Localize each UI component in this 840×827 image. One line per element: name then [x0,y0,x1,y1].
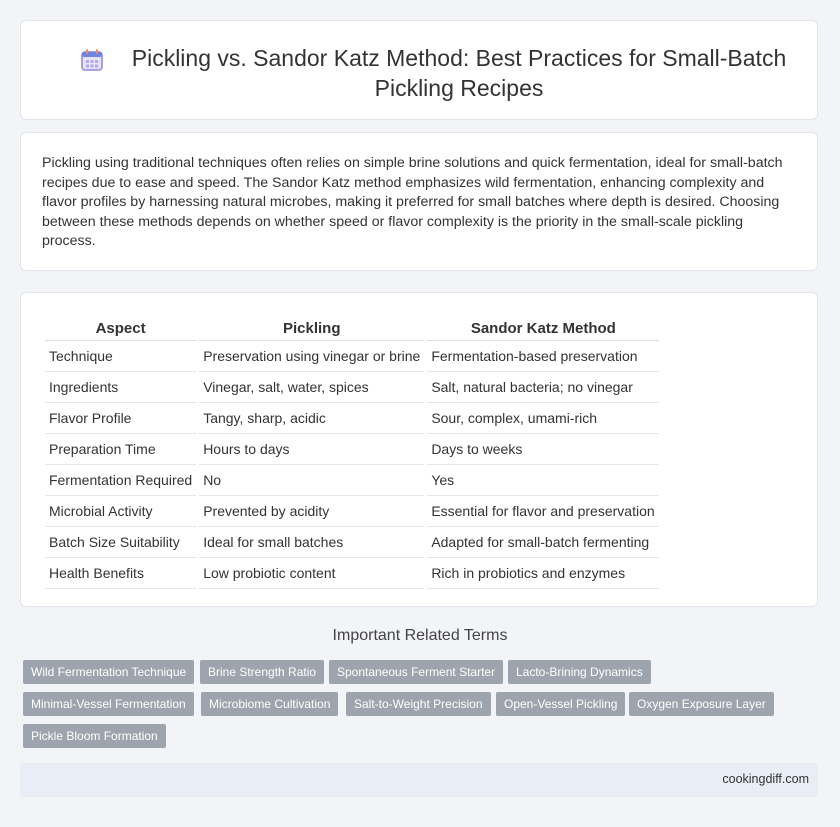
table-row [45,496,659,527]
related-term-tag[interactable]: Wild Fermentation Technique [23,660,194,684]
related-term-tag[interactable]: Oxygen Exposure Layer [629,692,774,716]
table-cell: Vinegar, salt, water, spices [199,372,424,403]
table-cell: Ingredients [45,372,196,403]
header-aspect: Aspect [45,313,196,341]
table-cell: Microbial Activity [45,496,196,527]
table-cell: Days to weeks [427,434,659,465]
table-cell: Low probiotic content [199,558,424,589]
related-term-tag[interactable]: Lacto-Brining Dynamics [508,660,651,684]
table-row [45,403,659,434]
table-cell: Flavor Profile [45,403,196,434]
table-row [45,341,659,372]
comparison-card [20,292,818,607]
table-cell: Fermentation Required [45,465,196,496]
header-katz: Sandor Katz Method [427,313,659,341]
page-title [21,43,817,103]
table-row [45,558,659,589]
table-cell: Technique [45,341,196,372]
related-term-tag[interactable]: Open-Vessel Pickling [496,692,625,716]
table-cell: Batch Size Suitability [45,527,196,558]
table-cell: Rich in probiotics and enzymes [427,558,659,589]
header-pickling: Pickling [199,313,424,341]
table-row [45,434,659,465]
table-cell: Essential for flavor and preservation [427,496,659,527]
footer-site-link[interactable]: cookingdiff.com [722,772,809,786]
table-row [45,527,659,558]
related-term-tag[interactable]: Spontaneous Ferment Starter [329,660,503,684]
related-term-tag[interactable]: Minimal-Vessel Fermentation [23,692,194,716]
table-cell: Adapted for small-batch fermenting [427,527,659,558]
footer [20,763,818,797]
page-title-text: Pickling vs. Sandor Katz Method: Best Practices for Small-Batch Pickling Recipes [131,45,787,101]
table-cell: Sour, complex, umami-rich [427,403,659,434]
table-cell: Salt, natural bacteria; no vinegar [427,372,659,403]
table-cell: Preparation Time [45,434,196,465]
related-term-tag[interactable]: Microbiome Cultivation [201,692,338,716]
table-header-row [45,313,659,341]
intro-card [20,132,818,271]
table-row [45,372,659,403]
comparison-table [42,313,662,589]
related-term-tag[interactable]: Salt-to-Weight Precision [346,692,491,716]
related-term-tag[interactable]: Pickle Bloom Formation [23,724,166,748]
table-cell: Ideal for small batches [199,527,424,558]
table-cell: Hours to days [199,434,424,465]
related-term-tag[interactable]: Brine Strength Ratio [200,660,324,684]
table-cell: No [199,465,424,496]
table-cell: Preservation using vinegar or brine [199,341,424,372]
intro-text: Pickling using traditional techniques often relies on simple brine solutions and quick fermentation, ideal for small-batch recipes due to ease and speed. The Sandor Katz method emphasizes wild fermentation, enhancing complexity and flavor profiles by harnessing natural microbes, making it preferred for small batches where depth is desired. Choosing between these methods depends on whether speed or flavor complexity is the priority in the small-scale pickling process. [42,155,783,250]
table-cell: Fermentation-based preservation [427,341,659,372]
table-cell: Tangy, sharp, acidic [199,403,424,434]
table-cell: Yes [427,465,659,496]
header-card [20,20,818,120]
table-row [45,465,659,496]
related-terms-title: Important Related Terms [332,627,508,644]
table-cell: Health Benefits [45,558,196,589]
table-cell: Prevented by acidity [199,496,424,527]
